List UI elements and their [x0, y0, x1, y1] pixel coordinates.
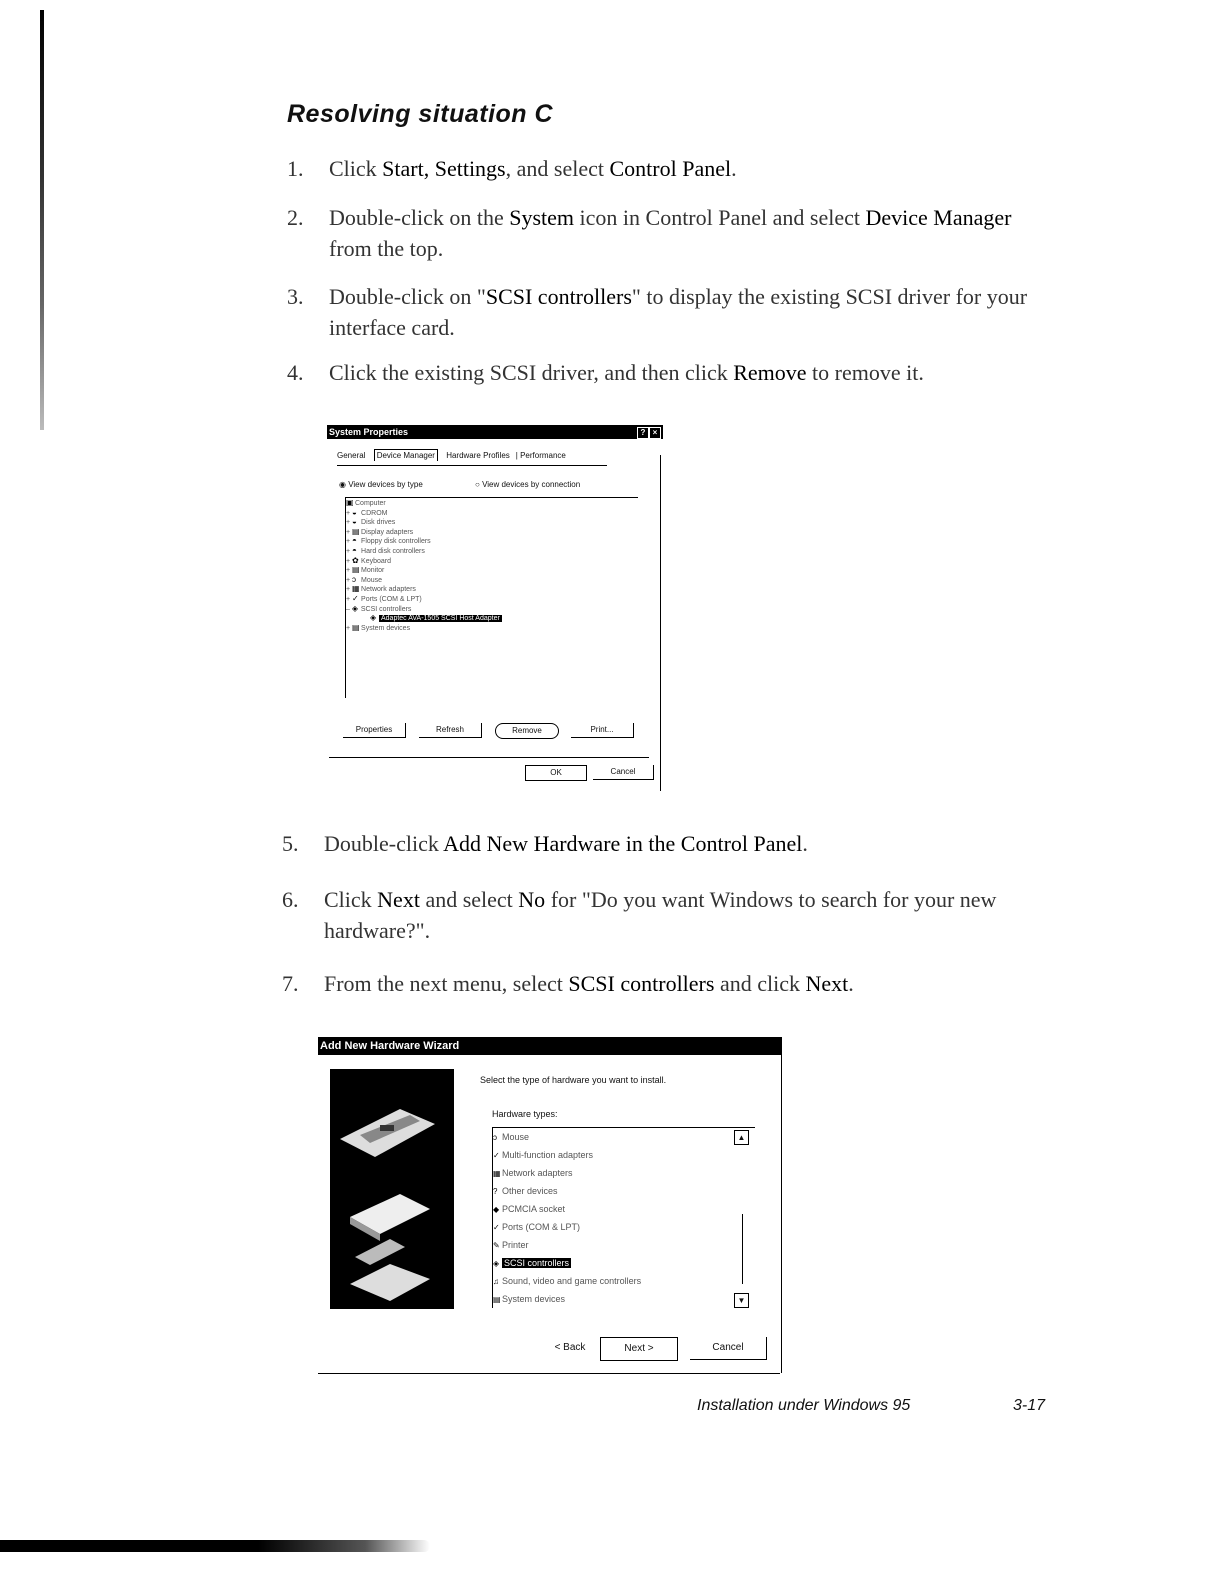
radio-label: View devices by connection: [482, 480, 581, 489]
list-item[interactable]: [493, 1218, 755, 1236]
keyword: SCSI controllers: [568, 971, 715, 996]
tree-label: Hard disk controllers: [361, 547, 425, 555]
tree-item[interactable]: + ◓ Floppy disk controllers: [346, 536, 431, 546]
list-label: PCMCIA socket: [502, 1204, 566, 1214]
tree-item[interactable]: + ▤System devices: [346, 622, 411, 632]
tree-item-selected[interactable]: [346, 613, 638, 623]
tab-strip: General Device Manager Hardware Profiles | Performance: [337, 451, 566, 460]
list-item[interactable]: [493, 1200, 755, 1218]
list-item[interactable]: [493, 1182, 755, 1200]
list-item[interactable]: [493, 1146, 755, 1164]
text: .: [848, 971, 854, 996]
list-item-selected[interactable]: [493, 1254, 755, 1272]
ports-icon: ✓: [352, 593, 359, 603]
dialog-titlebar: [327, 425, 663, 439]
ok-button[interactable]: OK: [525, 765, 587, 781]
list-label: Printer: [502, 1240, 529, 1250]
tree-item[interactable]: – ◈ SCSI controllers: [346, 603, 412, 613]
help-icon[interactable]: ?: [637, 427, 649, 439]
text: " to display the existing SCSI driver for your interface card.: [329, 284, 1028, 340]
tab-device-manager[interactable]: Device Manager: [374, 449, 438, 461]
step-number: 5.: [282, 831, 299, 856]
text: .: [802, 831, 808, 856]
step-text: [324, 884, 1014, 946]
text: Double-click on ": [329, 284, 486, 309]
tree-label: System devices: [361, 624, 411, 632]
list-label: System devices: [502, 1294, 566, 1304]
refresh-button[interactable]: Refresh: [419, 723, 482, 738]
step-number: 3.: [287, 284, 304, 309]
text: and click: [714, 971, 806, 996]
cancel-button[interactable]: Cancel: [690, 1337, 767, 1360]
list-label: Ports (COM & LPT): [502, 1222, 581, 1232]
system-icon: ▤: [493, 1295, 501, 1304]
list-item[interactable]: [493, 1164, 755, 1182]
harddisk-icon: ◓: [352, 545, 357, 555]
step-number: 2.: [287, 205, 304, 230]
tree-item[interactable]: + ◒ CDROM: [346, 507, 388, 517]
keyword: Control Panel: [609, 156, 732, 181]
tree-label: Mouse: [361, 576, 383, 584]
button-divider: [329, 757, 649, 758]
tree-item[interactable]: + ▤Monitor: [346, 565, 385, 575]
dialog-title: Add New Hardware Wizard: [320, 1040, 460, 1052]
tab-performance[interactable]: Performance: [520, 451, 566, 460]
printer-icon: ✎: [493, 1241, 500, 1250]
tree-item[interactable]: + ✿ Keyboard: [346, 555, 392, 565]
scsi-icon: ◈: [493, 1259, 500, 1268]
step-number: 4.: [287, 360, 304, 385]
tree-label: Disk drives: [361, 519, 396, 527]
computer-icon: ▣: [346, 498, 354, 507]
keyboard-icon: ✿: [352, 555, 359, 565]
tree-label: Monitor: [361, 567, 385, 575]
system-icon: ▤: [352, 622, 360, 632]
scsi-icon: ◈: [370, 613, 377, 623]
step-text: [329, 202, 1049, 264]
keyword: Next: [377, 887, 420, 912]
tree-item[interactable]: + ▦Network adapters: [346, 584, 416, 594]
tree-item[interactable]: + ▤Display adapters: [346, 526, 414, 536]
list-item[interactable]: [493, 1290, 755, 1308]
cancel-button[interactable]: Cancel: [593, 765, 654, 780]
text: Click: [329, 156, 383, 181]
tree-label: Computer: [355, 500, 386, 507]
pcmcia-icon: ◆: [493, 1205, 500, 1214]
wizard-illustration: [330, 1069, 454, 1309]
remove-button[interactable]: Remove: [495, 723, 559, 739]
close-icon[interactable]: ×: [649, 427, 661, 439]
scroll-down-icon[interactable]: ▼: [734, 1293, 749, 1308]
tab-divider: [337, 465, 607, 466]
text: Click the existing SCSI driver, and then click: [329, 360, 734, 385]
scan-edge-left: [40, 10, 44, 430]
next-button[interactable]: Next >: [600, 1337, 678, 1361]
device-tree[interactable]: [345, 497, 638, 698]
radio-label: View devices by type: [348, 480, 423, 489]
tab-general[interactable]: General: [337, 451, 366, 460]
text: From the next menu, select: [324, 971, 569, 996]
text: for "Do you want Windows to search for your new hardware?".: [324, 887, 997, 943]
hardware-types-label: Hardware types:: [492, 1109, 558, 1119]
network-icon: ▦: [493, 1169, 501, 1178]
step-text: [324, 968, 1044, 999]
keyword: No: [518, 887, 546, 912]
dialog-frame: [660, 455, 661, 791]
list-label: Other devices: [502, 1186, 558, 1196]
scsi-icon: ◈: [351, 603, 358, 613]
keyword: SCSI controllers: [485, 284, 632, 309]
list-label: Sound, video and game controllers: [502, 1276, 642, 1286]
floppy-icon: ◓: [352, 536, 357, 546]
text: Double-click on the: [329, 205, 510, 230]
step-number: 1.: [287, 156, 304, 181]
list-label: Mouse: [502, 1132, 530, 1142]
radio-by-type[interactable]: ◉ View devices by type: [339, 480, 423, 489]
tree-item[interactable]: + ↄ Mouse: [346, 574, 383, 584]
tab-hardware-profiles[interactable]: Hardware Profiles: [446, 451, 510, 460]
dialog-titlebar: [318, 1037, 782, 1055]
text: .: [731, 156, 737, 181]
keyword: Device Manager: [865, 205, 1012, 230]
network-icon: ▦: [352, 584, 360, 594]
tree-label: SCSI controllers: [360, 605, 412, 613]
tree-item[interactable]: + ✓ Ports (COM & LPT): [346, 593, 422, 603]
step-number: 7.: [282, 971, 299, 996]
text: to remove it.: [806, 360, 924, 385]
keyword: Next: [805, 971, 849, 996]
tree-label: Floppy disk controllers: [361, 538, 431, 546]
keyword: Add New Hardware in the Control Panel: [443, 831, 803, 856]
hardware-art-icon: [330, 1069, 454, 1309]
step-text: [329, 153, 1049, 184]
keyword: Remove: [733, 360, 807, 385]
add-hardware-wizard-dialog: [318, 1037, 782, 1375]
step-number: 6.: [282, 887, 299, 912]
text: from the top.: [329, 236, 444, 261]
back-button[interactable]: < Back: [554, 1342, 586, 1353]
monitor-icon: ▤: [352, 565, 360, 575]
cdrom-icon: ◒: [352, 507, 357, 517]
system-properties-dialog: [327, 425, 663, 793]
dialog-frame: [781, 1037, 782, 1373]
dialog-title: System Properties: [329, 427, 409, 437]
scan-edge-bottom: [0, 1540, 430, 1552]
hardware-types-list[interactable]: [492, 1127, 755, 1308]
tree-label: CDROM: [361, 509, 388, 517]
sound-icon: ♫: [493, 1277, 499, 1286]
other-icon: ?: [493, 1187, 498, 1196]
list-item[interactable]: [493, 1236, 755, 1254]
list-item[interactable]: [493, 1128, 755, 1146]
print-button[interactable]: Print...: [571, 723, 634, 738]
footer-title: Installation under Windows 95: [697, 1397, 911, 1414]
list-item[interactable]: [493, 1272, 755, 1290]
step-text: [324, 828, 1044, 859]
properties-button[interactable]: Properties: [343, 723, 406, 738]
radio-by-connection[interactable]: ○ View devices by connection: [475, 480, 581, 489]
tree-item[interactable]: + ◒ Disk drives: [346, 517, 396, 527]
scroll-up-icon[interactable]: ▲: [734, 1130, 749, 1145]
keyword: System: [509, 205, 575, 230]
list-label: SCSI controllers: [504, 1258, 570, 1268]
scrollbar-thumb[interactable]: [742, 1214, 743, 1284]
wizard-prompt: Select the type of hardware you want to install.: [480, 1075, 667, 1085]
display-icon: ▤: [352, 526, 360, 536]
tree-label: Adaptec AVA-1505 SCSI Host Adapter: [381, 615, 500, 623]
keyword: Start, Settings: [382, 156, 506, 181]
step-text: [329, 357, 1049, 388]
tree-item[interactable]: + ◓ Hard disk controllers: [346, 545, 425, 555]
tree-label: Display adapters: [361, 528, 414, 536]
list-label: Multi-function adapters: [502, 1150, 594, 1160]
step-text: [329, 281, 1049, 343]
tree-item[interactable]: [346, 498, 638, 508]
mouse-icon: ↄ: [493, 1133, 497, 1142]
list-label: Network adapters: [502, 1168, 573, 1178]
dialog-bottom-edge: [318, 1373, 780, 1374]
disk-icon: ◒: [352, 517, 357, 527]
text: and select: [419, 887, 519, 912]
tree-label: Ports (COM & LPT): [361, 595, 422, 603]
tree-label: Keyboard: [361, 557, 392, 565]
text: , and select: [505, 156, 610, 181]
multifunction-icon: ✓: [493, 1151, 500, 1160]
mouse-icon: ↄ: [352, 574, 357, 584]
tree-label: Network adapters: [361, 586, 416, 594]
text: Double-click: [324, 831, 444, 856]
text: Click: [324, 887, 378, 912]
ports-icon: ✓: [493, 1223, 500, 1232]
page-number: 3-17: [1013, 1397, 1046, 1414]
text: icon in Control Panel and select: [574, 205, 866, 230]
section-heading: Resolving situation C: [287, 100, 554, 128]
